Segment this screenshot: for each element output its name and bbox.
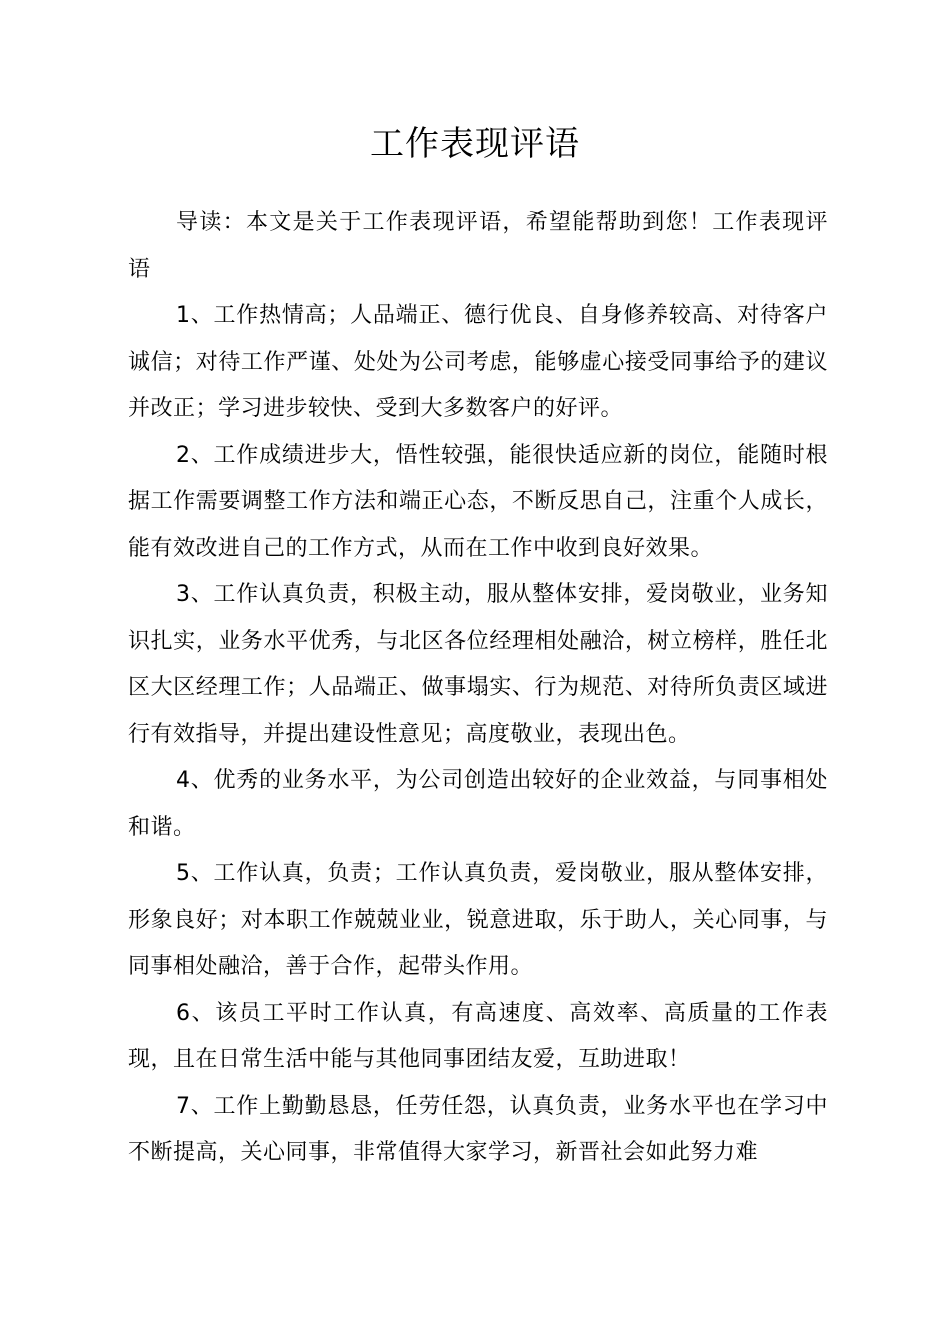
paragraph-item-3: 3、工作认真负责，积极主动，服从整体安排，爱岗敬业，业务知识扎实，业务水平优秀，与北区各位经理相处融洽，树立榜样，胜任北区大区经理工作；人品端正、做事塌实、行为规范、对待所负责区域进行有效指导，并提出建设性意见；高度敬业，表现出色。	[128, 582, 828, 747]
document-title: 工作表现评语	[370, 124, 580, 164]
paragraph-item-5: 5、工作认真，负责；工作认真负责，爱岗敬业，服从整体安排，形象良好；对本职工作兢兢业业，锐意进取，乐于助人，关心同事，与同事相处融洽，善于合作，起带头作用。	[128, 861, 828, 979]
paragraph-intro: 导读：本文是关于工作表现评语，希望能帮助到您！工作表现评语	[128, 210, 828, 282]
paragraph-item-4: 4、优秀的业务水平，为公司创造出较好的企业效益，与同事相处和谐。	[128, 768, 828, 840]
paragraph-item-7: 7、工作上勤勤恳恳，任劳任怨，认真负责，业务水平也在学习中不断提高，关心同事，非常值得大家学习，新晋社会如此努力难	[128, 1093, 828, 1165]
document-body	[128, 200, 828, 1177]
paragraph-item-2: 2、工作成绩进步大，悟性较强，能很快适应新的岗位，能随时根据工作需要调整工作方法和端正心态，不断反思自己，注重个人成长，能有效改进自己的工作方式，从而在工作中收到良好效果。	[128, 442, 828, 561]
paragraph-item-1: 1、工作热情高；人品端正、德行优良、自身修养较高、对待客户诚信；对待工作严谨、处处为公司考虑，能够虚心接受同事给予的建议并改正；学习进步较快、受到大多数客户的好评。	[128, 303, 828, 421]
paragraph-item-6: 6、该员工平时工作认真，有高速度、高效率、高质量的工作表现，且在日常生活中能与其他同事团结友爱，互助进取！	[128, 1000, 828, 1072]
